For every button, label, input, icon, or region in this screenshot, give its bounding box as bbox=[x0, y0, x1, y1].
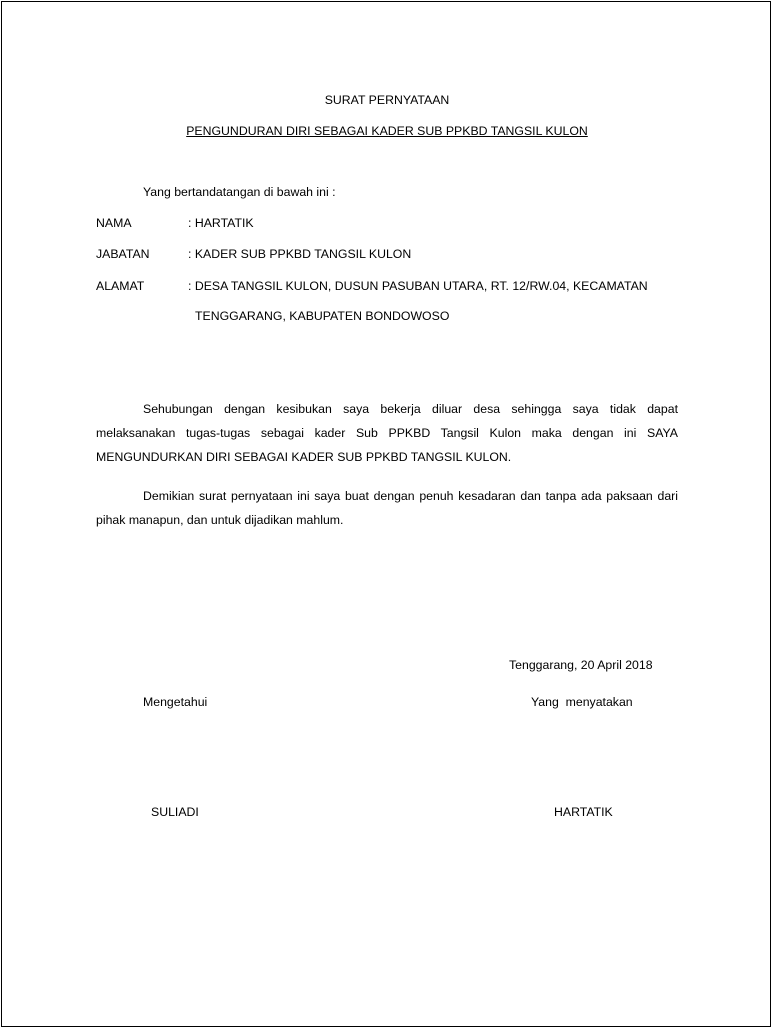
left-caption: Mengetahui bbox=[143, 695, 208, 709]
field-value-alamat-continued: TENGGARANG, KABUPATEN BONDOWOSO bbox=[195, 309, 450, 323]
right-caption: Yang menyatakan bbox=[531, 695, 633, 709]
place-date: Tenggarang, 20 April 2018 bbox=[509, 658, 653, 672]
intro-text: Yang bertandatangan di bawah ini : bbox=[143, 185, 336, 199]
left-signatory-name: SULIADI bbox=[151, 805, 199, 819]
body-paragraph-1: Sehubungan dengan kesibukan saya bekerja diluar desa sehingga saya tidak dapat melaksanakan tugas-tugas sebagai kader Sub PPKBD Tangsil Kulon maka dengan ini SAYA MENGUNDURKAN DIRI SEBAGAI KADER SUB PPKBD TANGSIL KULON. bbox=[96, 402, 678, 464]
field-label-jabatan: JABATAN bbox=[96, 247, 150, 261]
field-label-nama: NAMA bbox=[96, 216, 132, 230]
right-signatory-name: HARTATIK bbox=[554, 805, 613, 819]
body-paragraph-2: Demikian surat pernyataan ini saya buat dengan penuh kesadaran dan tanpa ada paksaan dari pihak manapun, dan untuk dijadikan mahlum. bbox=[96, 489, 678, 527]
field-value-alamat: : DESA TANGSIL KULON, DUSUN PASUBAN UTARA, RT. 12/RW.04, KECAMATAN bbox=[188, 279, 648, 293]
letter-subtitle: PENGUNDURAN DIRI SEBAGAI KADER SUB PPKBD TANGSIL KULON bbox=[186, 124, 588, 138]
letter-title: SURAT PERNYATAAN bbox=[324, 93, 450, 107]
document-page bbox=[1, 1, 771, 1027]
field-label-alamat: ALAMAT bbox=[96, 279, 145, 293]
field-value-jabatan: : KADER SUB PPKBD TANGSIL KULON bbox=[188, 247, 412, 261]
field-value-nama: : HARTATIK bbox=[188, 216, 254, 230]
